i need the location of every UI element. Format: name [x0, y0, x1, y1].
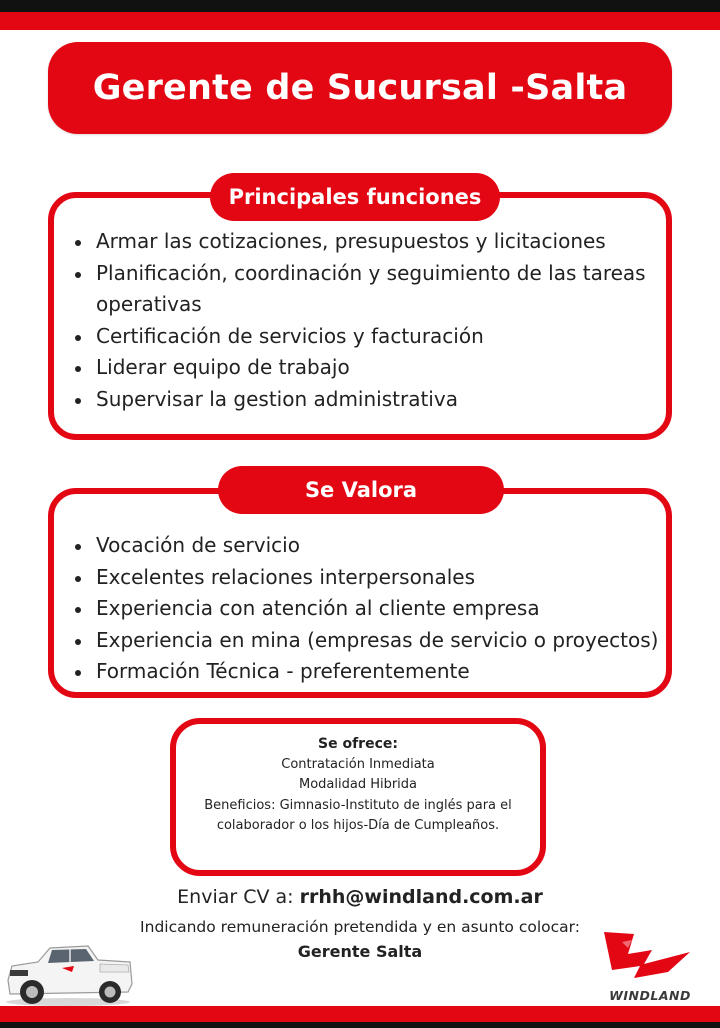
- list-item: Liderar equipo de trabajo: [70, 352, 650, 384]
- list-item: Armar las cotizaciones, presupuestos y licitaciones: [70, 226, 650, 258]
- pickup-truck-image: [2, 936, 136, 1008]
- send-cv-prefix: Enviar CV a:: [177, 886, 300, 908]
- valora-label-text: Se Valora: [304, 478, 418, 502]
- page-title-text: Gerente de Sucursal -Salta: [92, 68, 628, 108]
- ofrece-line: colaborador o los hijos-Día de Cumpleaños.: [216, 818, 500, 833]
- subject-text: Gerente Salta: [297, 942, 423, 961]
- page-title: [48, 42, 672, 134]
- list-item: Excelentes relaciones interpersonales: [70, 562, 660, 594]
- top-border-red: [0, 12, 720, 30]
- valora-list: [70, 530, 660, 688]
- send-cv-line: [0, 886, 720, 908]
- list-item: Supervisar la gestion administrativa: [70, 384, 650, 416]
- list-item: Planificación, coordinación y seguimiento de las tareas operativas: [70, 258, 650, 321]
- ofrece-title: Se ofrece:: [318, 736, 398, 752]
- instruction-text: Indicando remuneración pretendida y en asunto colocar:: [140, 918, 580, 936]
- funciones-list: [70, 226, 650, 415]
- list-item: Experiencia en mina (empresas de servicio o proyectos): [70, 625, 660, 657]
- funciones-label: [210, 173, 500, 221]
- ofrece-box: [170, 718, 546, 876]
- list-item: Certificación de servicios y facturación: [70, 321, 650, 353]
- email-link[interactable]: rrhh@windland.com.ar: [299, 886, 543, 908]
- top-border-dark: [0, 0, 720, 12]
- list-item: Formación Técnica - preferentemente: [70, 656, 660, 688]
- ofrece-line: Modalidad Hibrida: [298, 777, 418, 792]
- valora-label: [218, 466, 504, 514]
- windland-logo-text: WINDLAND: [609, 988, 691, 1003]
- funciones-label-text: Principales funciones: [228, 185, 482, 209]
- list-item: Vocación de servicio: [70, 530, 660, 562]
- ofrece-line: Contratación Inmediata: [281, 756, 435, 772]
- ofrece-line: Beneficios: Gimnasio-Instituto de inglés para el: [204, 797, 512, 813]
- bottom-border-dark: [0, 1022, 720, 1028]
- list-item: Experiencia con atención al cliente empresa: [70, 593, 660, 625]
